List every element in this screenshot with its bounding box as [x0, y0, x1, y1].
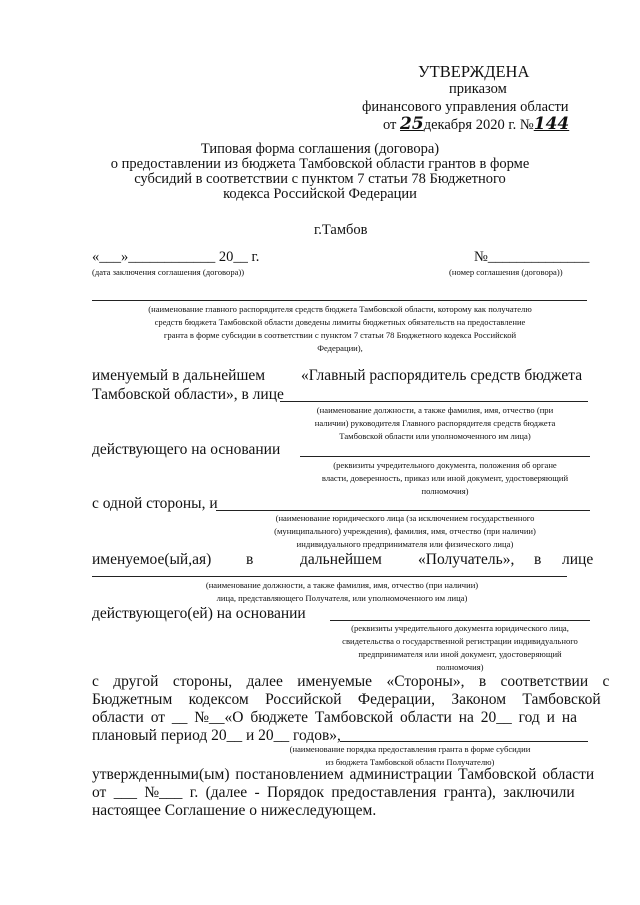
- p5-basis-line: [330, 620, 590, 621]
- p1-caption-2: наличии) руководителя Главного распорядителя средств бюджета: [314, 418, 556, 428]
- p3-recipient-line: [216, 510, 590, 511]
- distributor-caption-3: гранта в форме субсидии в соответствии с пунктом 7 статьи 78 Бюджетного кодекса Российской: [163, 330, 517, 340]
- p4-caption-2: лица, представляющего Получателя, или уполномоченного им лица): [216, 593, 468, 603]
- p4-word-4: «Получатель»,: [418, 551, 515, 568]
- distributor-name-line: [92, 300, 587, 301]
- p6-caption-2: из бюджета Тамбовской области Получателю): [325, 757, 495, 767]
- document-title-line-3: субсидий в соответствии с пунктом 7 статьи 78 Бюджетного: [134, 171, 506, 187]
- agreement-number-caption: (номер соглашения (договора)): [449, 267, 563, 277]
- p5-text: действующего(ей) на основании: [92, 605, 306, 622]
- p3-caption-3: индивидуального предпринимателя или физического лица): [296, 539, 514, 549]
- document-title-line-2: о предоставлении из бюджета Тамбовской области грантов в форме: [110, 156, 530, 172]
- p7-line-2: от ___ №___ г. (далее - Порядок предоставления гранта), заключили: [92, 784, 575, 801]
- p1-line1-b: «Главный распорядитель средств бюджета: [301, 367, 583, 384]
- p3-text: с одной стороны, и: [92, 495, 218, 512]
- p3-caption-1: (наименование юридического лица (за исключением государственного: [275, 513, 535, 523]
- distributor-caption-2: средств бюджета Тамбовской области доведены лимиты бюджетных обязательств на предоставление: [154, 317, 526, 327]
- p3-caption-2: (муниципального) учреждения), фамилия, имя, отчество (при наличии): [274, 526, 536, 536]
- approval-line-order: приказом: [449, 81, 507, 97]
- p5-caption-4: полномочия): [436, 662, 484, 672]
- p6-line-2: Бюджетным кодексом Российской Федерации, Законом Тамбовской: [92, 691, 601, 708]
- distributor-caption-4: Федерации),: [317, 343, 363, 353]
- p1-representative-line: [280, 401, 588, 402]
- approval-date-prefix: от: [383, 117, 397, 133]
- approval-number-handwritten: 144: [533, 114, 570, 134]
- p2-caption-1: (реквизиты учредительного документа, положения об органе: [333, 460, 557, 470]
- approval-heading: УТВЕРЖДЕНА: [418, 62, 530, 81]
- p4-representative-line: [92, 576, 567, 577]
- p5-caption-1: (реквизиты учредительного документа юридического лица,: [351, 623, 569, 633]
- distributor-caption-1: (наименование главного распорядителя средств бюджета Тамбовской области, которому как получателю: [148, 304, 532, 314]
- agreement-number-field: №______________: [474, 249, 590, 265]
- p6-caption-1: (наименование порядка предоставления гранта в форме субсидии: [289, 744, 531, 754]
- p1-line1-a: именуемый в дальнейшем: [92, 367, 266, 384]
- p4-word-1: именуемое(ый,ая): [92, 551, 212, 568]
- p1-line2: Тамбовской области», в лице: [92, 386, 284, 403]
- p7-line-1: утвержденными(ым) постановлением администрации Тамбовской области: [92, 766, 595, 783]
- p6-line-4: плановый период 20__ и 20__ годов»,: [92, 727, 341, 744]
- p5-caption-2: свидетельства о государственной регистрации индивидуального: [342, 636, 578, 646]
- p6-line-1: с другой стороны, далее именуемые «Стороны», в соответствии с: [92, 673, 610, 690]
- p5-caption-3: предпринимателя или иной документ, удостоверяющий: [358, 649, 562, 659]
- document-title-line-4: кодекса Российской Федерации: [223, 186, 417, 202]
- agreement-date-field: «___»____________ 20__ г.: [92, 249, 260, 265]
- p6-line-3: области от __ №__«О бюджете Тамбовской области на 20__ год и на: [92, 709, 578, 726]
- p4-caption-1: (наименование должности, а также фамилия, имя, отчество (при наличии): [205, 580, 479, 590]
- approval-date-line: [383, 114, 569, 134]
- p4-word-6: лице: [562, 551, 594, 568]
- p6-procedure-line: [340, 741, 588, 742]
- p7-line-3: настоящее Соглашение о нижеследующем.: [92, 802, 377, 819]
- p2-caption-3: полномочия): [421, 486, 469, 496]
- agreement-date-caption: (дата заключения соглашения (договора)): [92, 267, 245, 277]
- p1-caption-3: Тамбовской области или уполномоченного им лица): [339, 431, 531, 441]
- p2-text: действующего на основании: [92, 441, 281, 458]
- approval-day-handwritten: 25: [400, 114, 424, 134]
- p4-word-3: дальнейшем: [300, 551, 382, 568]
- approval-line-department: финансового управления области: [362, 99, 569, 115]
- p4-word-5: в: [534, 551, 542, 568]
- p4-word-2: в: [246, 551, 254, 568]
- city: г.Тамбов: [314, 222, 368, 238]
- p2-basis-line: [300, 456, 590, 457]
- p2-caption-2: власти, доверенность, приказ или иной документ, удостоверяющий: [321, 473, 569, 483]
- document-title-line-1: Типовая форма соглашения (договора): [200, 141, 440, 157]
- approval-date-middle: декабря 2020 г. №: [423, 117, 534, 133]
- p1-caption-1: (наименование должности, а также фамилия, имя, отчество (при: [316, 405, 554, 415]
